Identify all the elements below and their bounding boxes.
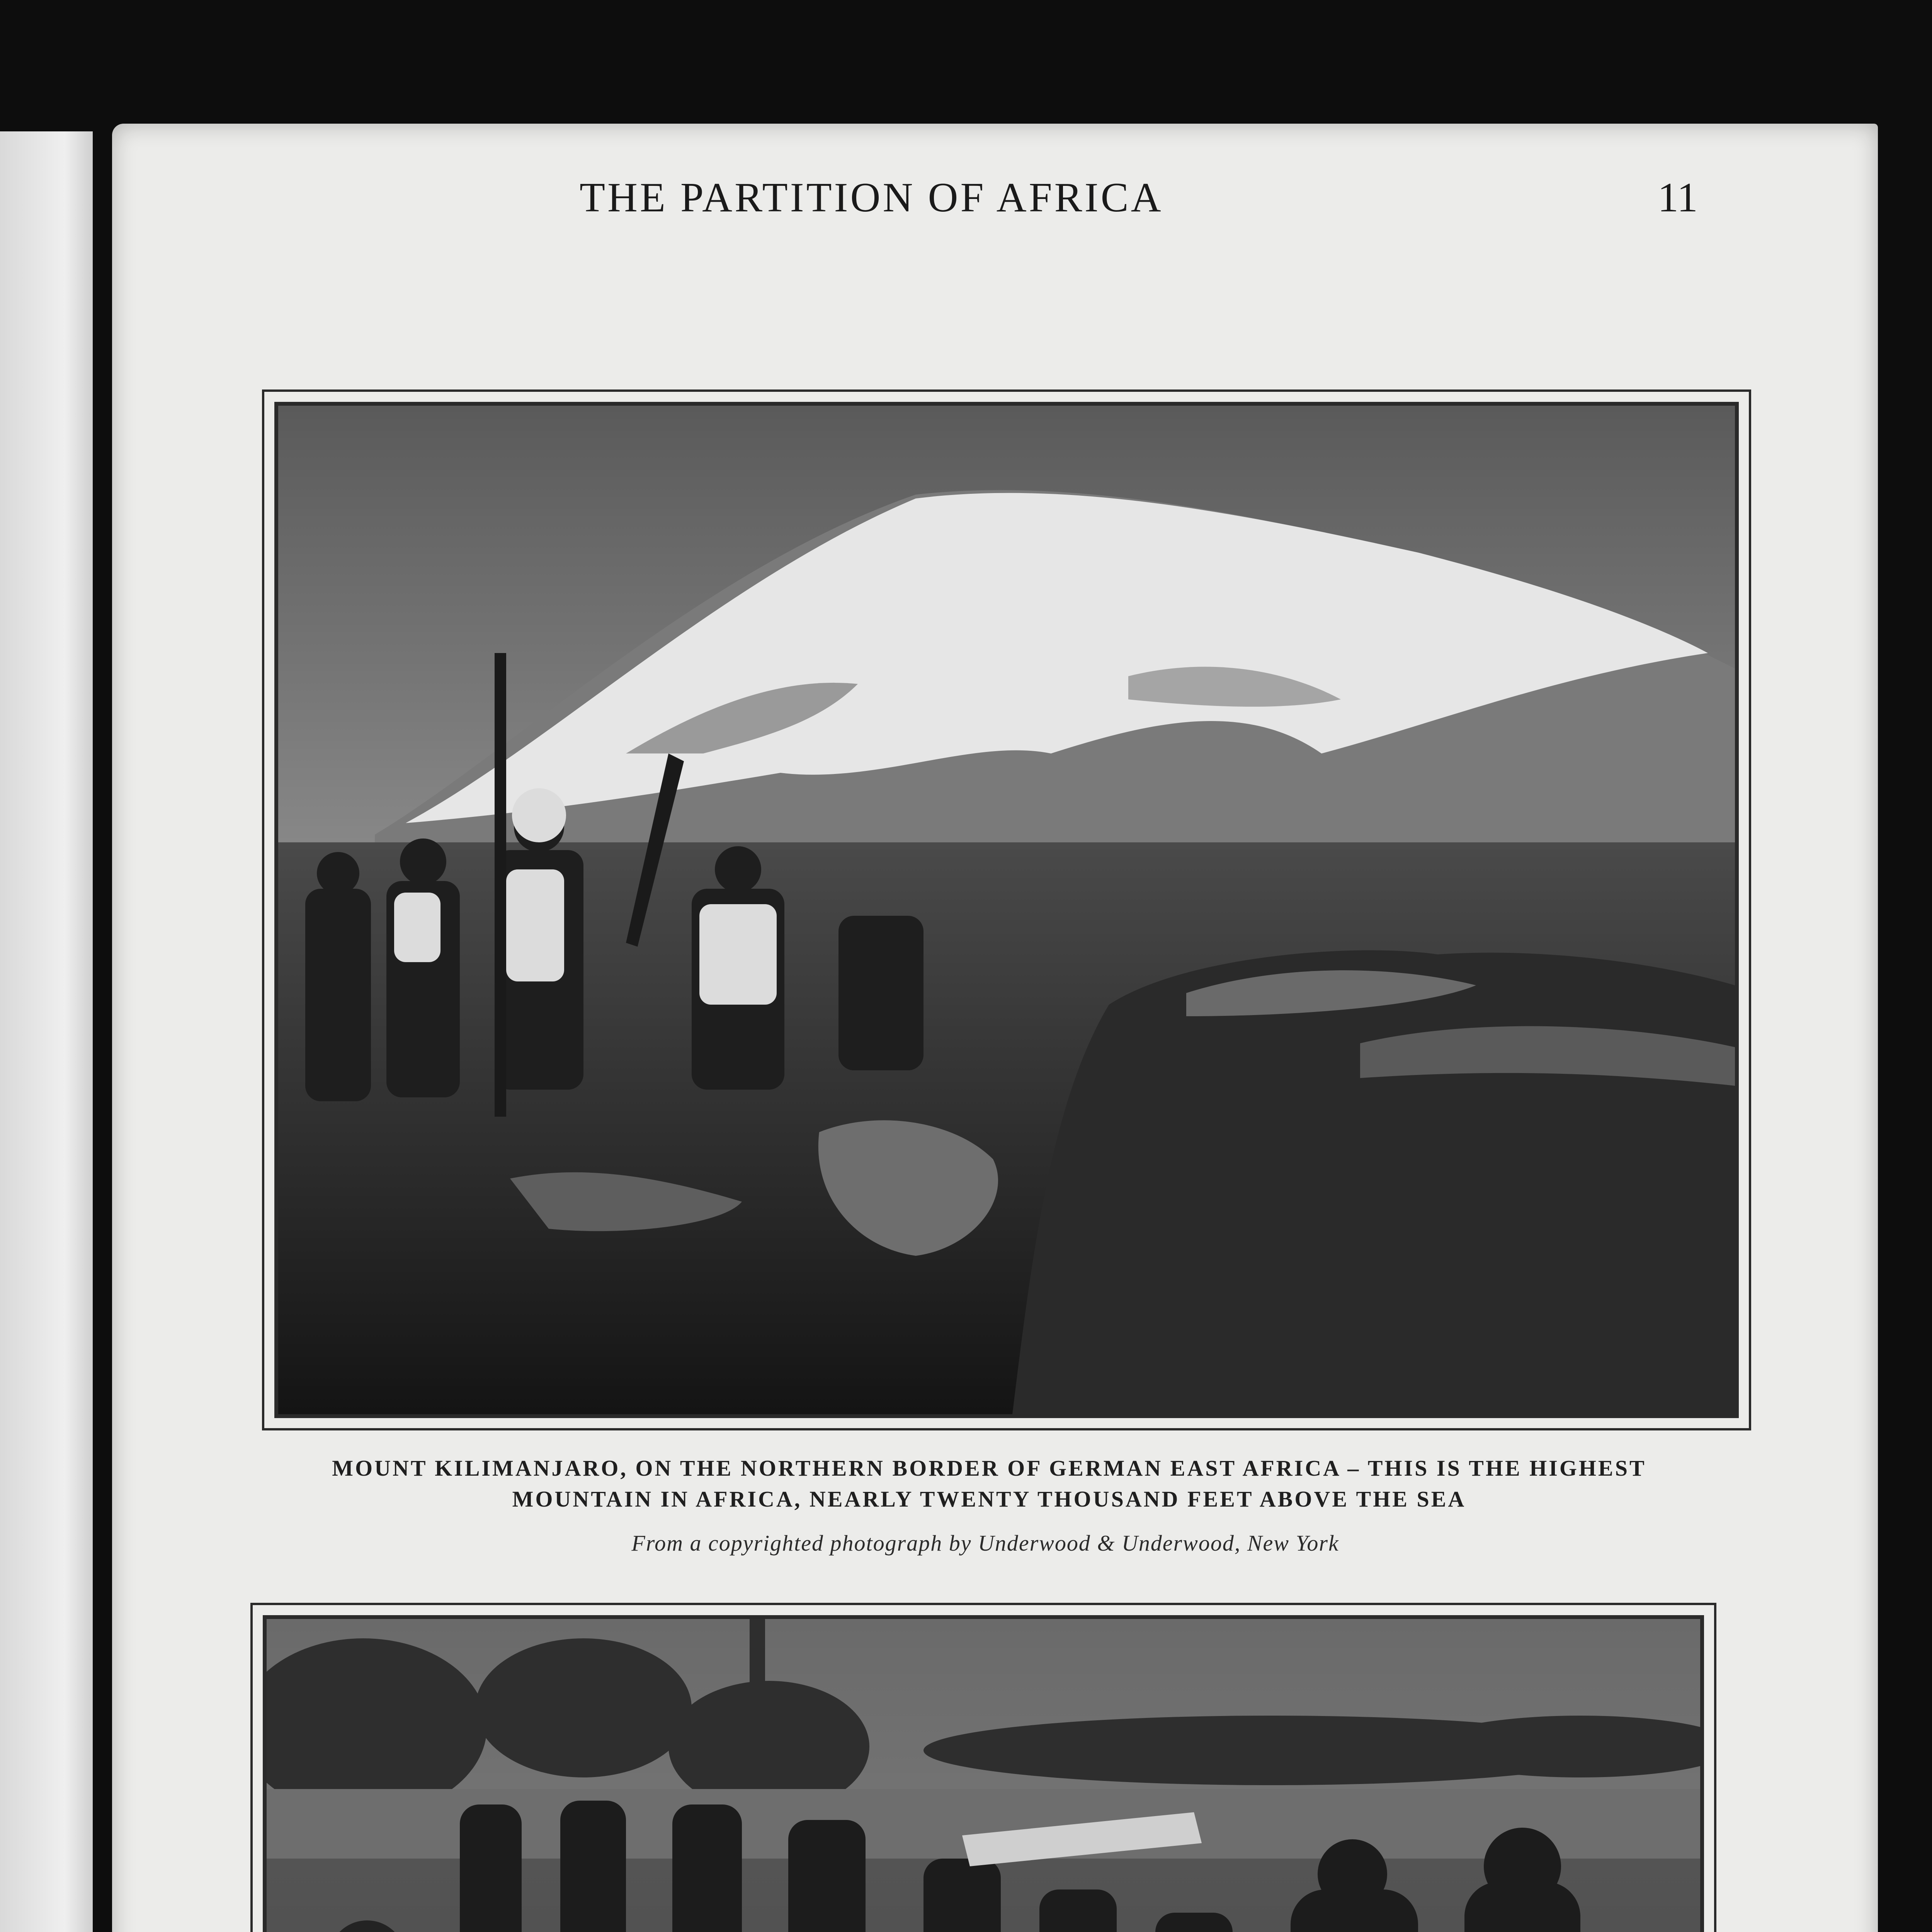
- running-title: THE PARTITION OF AFRICA: [580, 175, 1163, 221]
- figure-1-caption: [216, 1453, 1762, 1515]
- facing-page-edge: [0, 131, 93, 1932]
- figure-1-caption-line-2: MOUNTAIN IN AFRICA, NEARLY TWENTY THOUSAND FEET ABOVE THE SEA: [512, 1486, 1466, 1512]
- figure-1-caption-line-1: MOUNT KILIMANJARO, ON THE NORTHERN BORDER OF GERMAN EAST AFRICA – THIS IS THE HIGHEST: [332, 1456, 1646, 1481]
- kilimanjaro-photo: [278, 406, 1735, 1414]
- figure-1-credit: From a copyrighted photograph by Underwood & Underwood, New York: [631, 1531, 1339, 1556]
- kilimanjaro-photo-frame: [274, 402, 1739, 1418]
- page-number: 11: [1658, 175, 1698, 221]
- seringeti-photo: [267, 1619, 1700, 1932]
- seringeti-photo-frame: [263, 1615, 1704, 1932]
